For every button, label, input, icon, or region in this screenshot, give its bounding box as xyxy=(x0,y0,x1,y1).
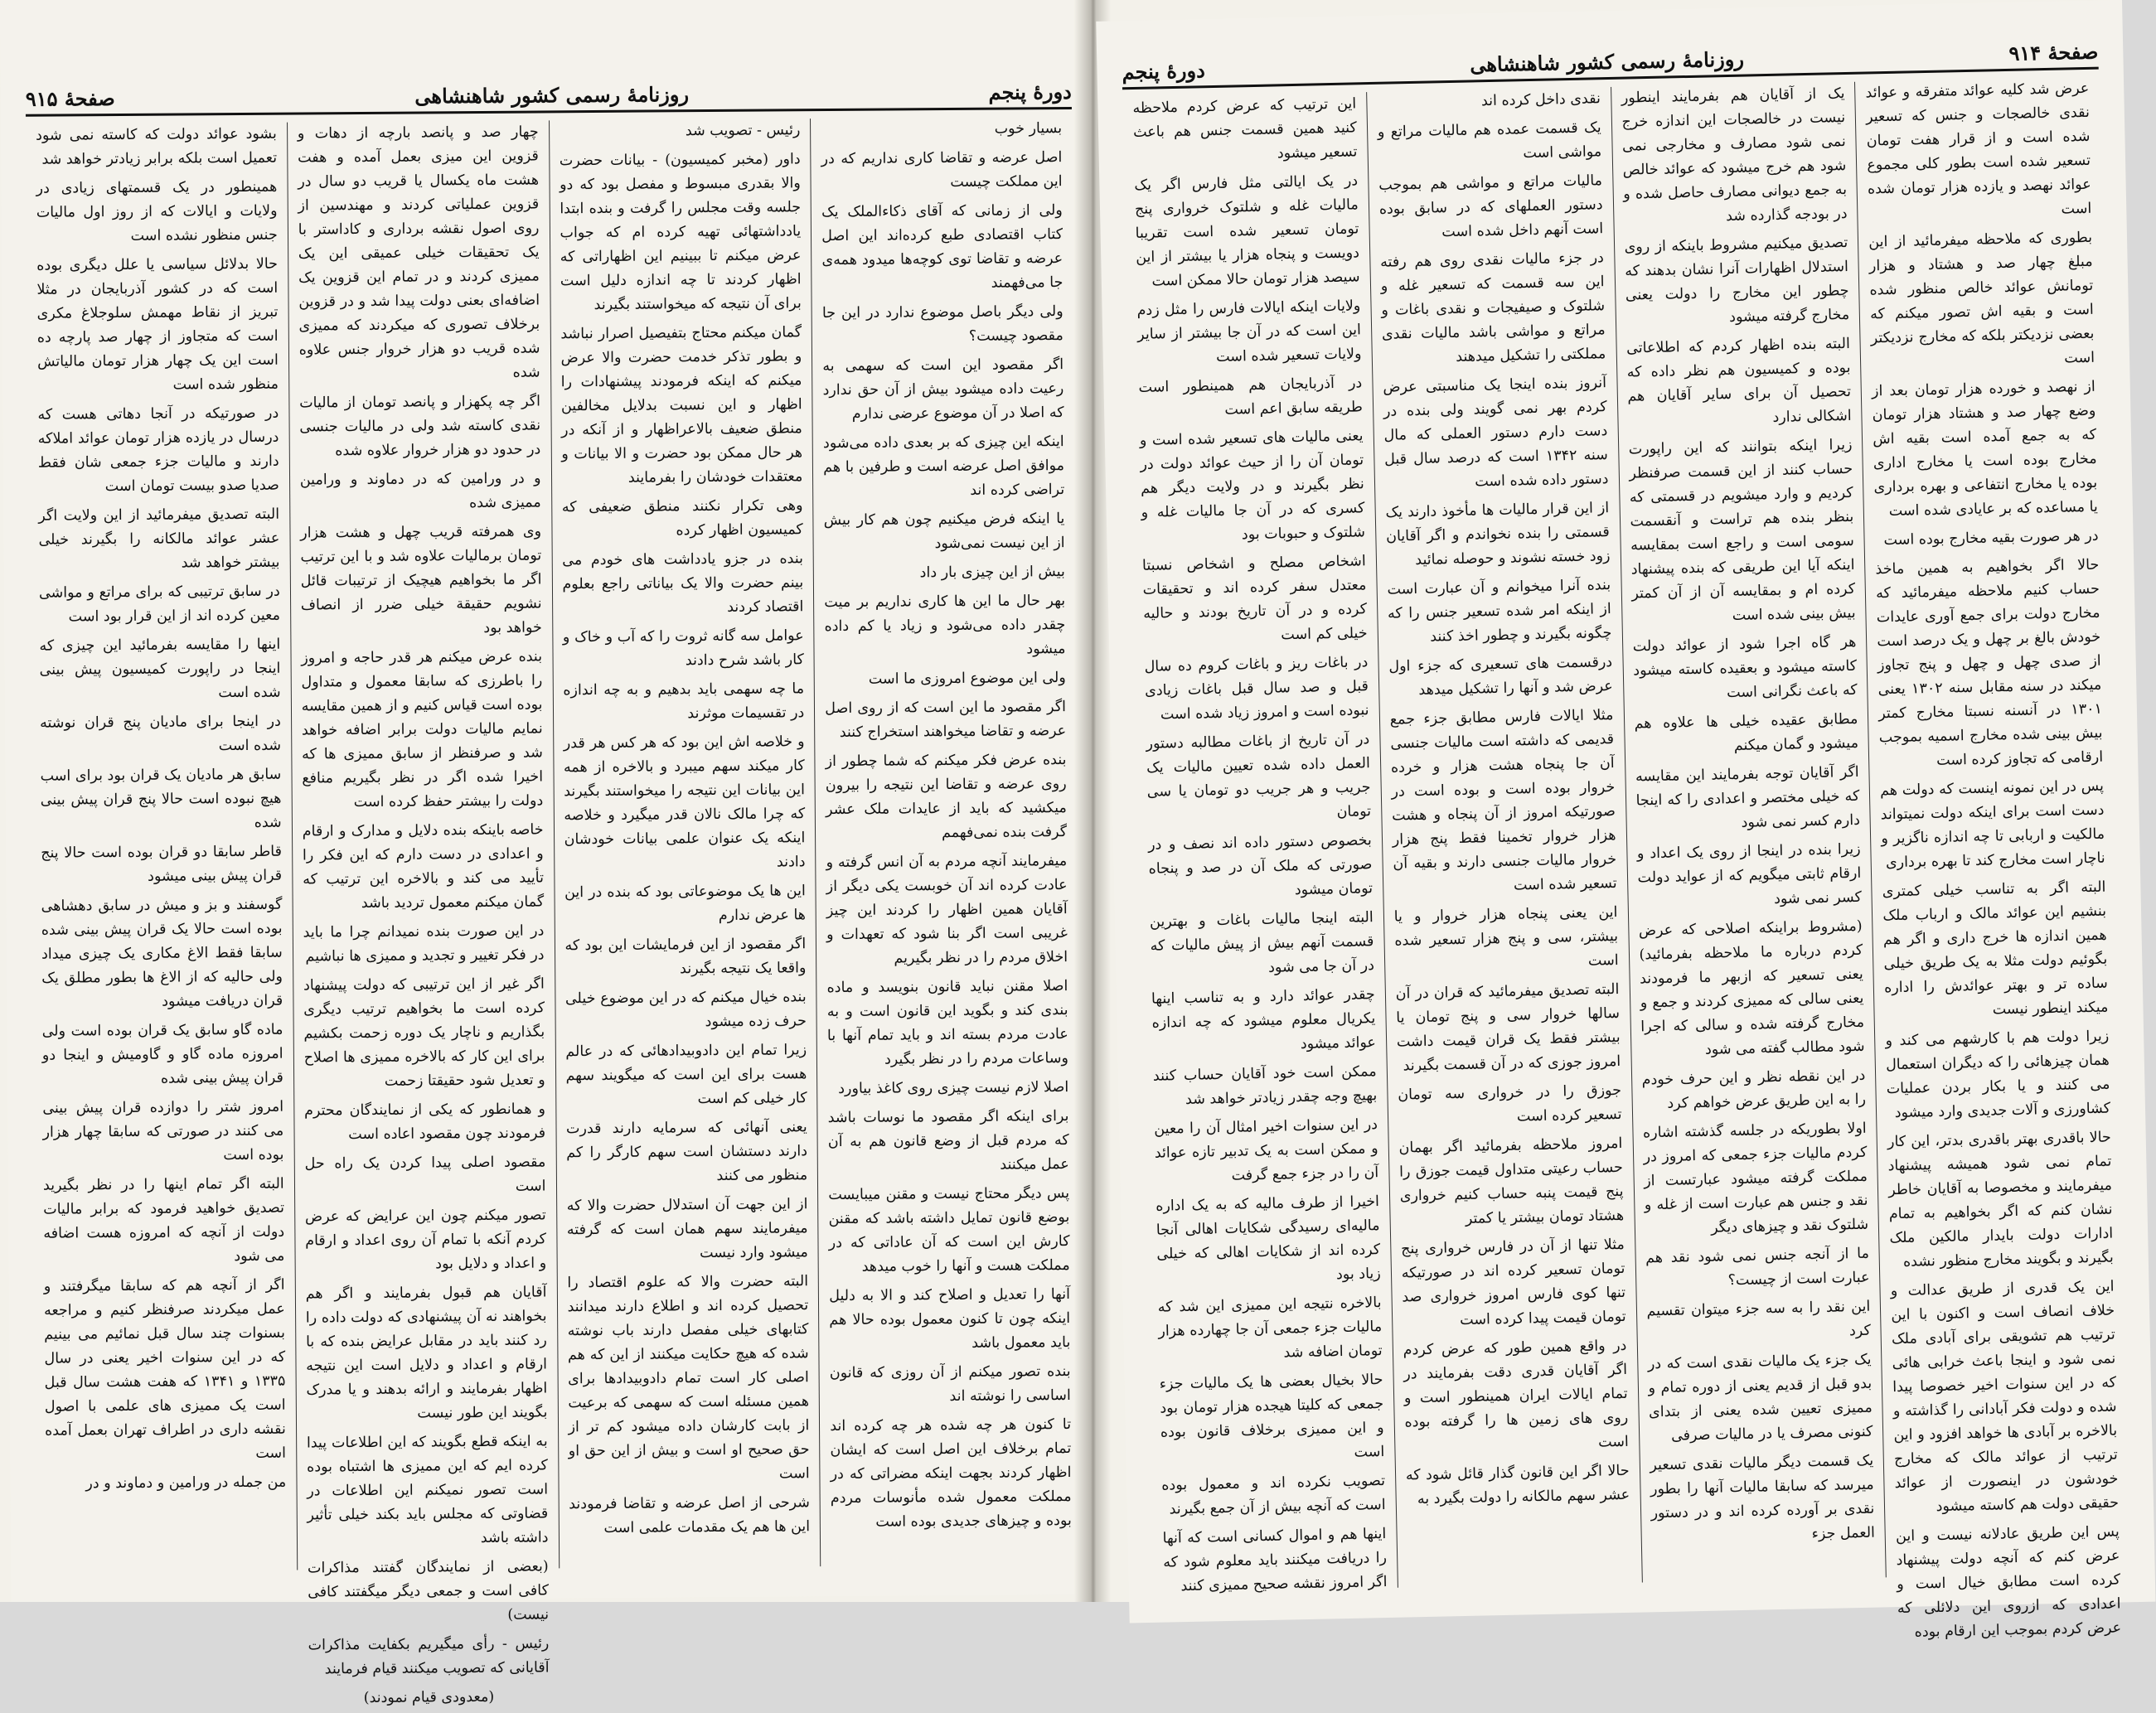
paragraph: اینکه این چیزی که بر بعدی داده می‌شود موافق اصل عرضه است و طرفین با هم تراضی کرده اند xyxy=(822,433,1065,499)
paragraph: این یعنی پنجاه هزار خروار و یا بیشتر، سی و پنج هزار تسعیر شده است xyxy=(1393,903,1619,970)
paragraph: و همانطور که یکی از نمایندگان محترم فرمودند چون مقصود اعاده است xyxy=(304,1101,546,1144)
paragraph: رئیس - تصویب شد xyxy=(685,122,801,140)
paragraph: جوزق را در خرواری سه تومان تسعیر کرده است xyxy=(1398,1082,1622,1125)
paragraph: امروز شتر را دوازده قران پیش بینی می کنند در صورتی که سابقا چهار هزار بوده است xyxy=(42,1098,284,1164)
paragraph: عوامل سه گانه ثروت را که آب و خاک و کار باشد شرح دادند xyxy=(562,627,804,670)
paragraph: اصل عرضه و تقاضا کاری نداریم که در این مملکت چیست xyxy=(821,149,1063,191)
paragraph: عرض شد کلیه عوائد متفرقه و عوائد نقدی خالصجات و جنس که تسعیر شده است و از قرار هفت تومان تسعیر شده است بطور کلی مجموع عوائد نهصد و یازده هزار تومان شده است xyxy=(1865,80,2092,218)
paragraph: مطابق عقیده خیلی ها علاوه هم میشود و گمان میکنم xyxy=(1634,710,1859,754)
paragraph: حالا بخیال بعضی ها یک مالیات جزء جمعی که کلیتا هیجده هزار تومان بود و این ممیزی برخلاف قانون بوده است xyxy=(1159,1372,1385,1461)
paragraph: البته تصدیق میفرمائید از این ولایت اگر عشر عوائد مالکانه را بگیرند خیلی بیشتر خواهد شد xyxy=(38,506,280,572)
paragraph: از این جهت آن استدلال حضرت والا که میفرمایند سهم همان است که گرفته میشود وارد نیست xyxy=(566,1196,808,1262)
paragraph: سابق هر مادیان یک قران بود برای اسب هیچ نبوده است حالا پنج قران پیش بینی شده xyxy=(40,766,282,831)
paragraph: اگر آقایان توجه بفرمایند این مقایسه که خیلی مختصر و اعدادی را که اینجا دارم کسر نمی شود xyxy=(1635,763,1861,831)
paragraph: ما از آنجه جنس نمی شود نقد هم عبارت است از چیست؟ xyxy=(1645,1245,1870,1290)
paragraph: بنده آنرا میخوانم و آن عبارت است از اینکه امر شده تسعیر جنس را که چگونه بگیرند و چطور اخذ کنند xyxy=(1387,577,1612,646)
paragraph: این ها یک موضوعاتی بود که بنده در این ها عرض ندارم xyxy=(564,883,807,924)
paragraph: بیش از این چیزی بار داد xyxy=(919,564,1065,582)
text-column xyxy=(1122,92,1397,1593)
paragraph: البته بنده اظهار کردم که اطلاعاتی بوده و کمیسیون هم نظر داده که تحصیل آن برای سایر آقایان هم اشکالی ندارد xyxy=(1625,335,1852,426)
paragraph: گمان میکنم محتاج بتفیصیل اصرار نباشد و بطور تذکر خدمت حضرت والا عرض میکنم که اینکه فرمودند پیشنهادات را اظهار و این نسبت بدلایل مخالفین منطق ضعیف بالاعراظهار و از آنکه در هر حال ممکن بود حضرت و الا بیانات و معتقدات خودشان را بفرمایند xyxy=(560,324,803,486)
paragraph: میفرمایند آنچه مردم به آن انس گرفته و عادت کرده اند آن خوبست یکی دیگر از آقایان همین اظهار را کردند این چیز غریبی است اگر بنا شود که تعهدات و اخلاق مردم را در نظر بگیریم xyxy=(826,853,1068,967)
paragraph: تصویب نکرده اند و معمول بوده است که آنچه بیش از آن جمع بگیرند xyxy=(1161,1473,1386,1518)
paragraph: اگر مقصود ما این است که از روی اصل عرضه و تقاضا میخواهند استخراج کنند xyxy=(825,699,1067,741)
paragraph: پس دیگر محتاج نیست و مقنن میبایست بوضع قانون تمایل داشته باشد که مقنن کارش این است که آن عاداتی که در مملکت هست و آنها را خوب میدهد xyxy=(828,1185,1070,1275)
paragraph: بالاخره نتیجه این ممیزی این شد که مالیات جزء جمعی آن جا چهارده هزار تومان اضافه شد xyxy=(1157,1294,1383,1362)
right-page xyxy=(1096,0,2155,1641)
paragraph: مالیات مراتع و مواشی هم بموجب دستور العملهای که در سابق بوده است آنهم داخل شده است xyxy=(1378,172,1604,241)
paragraph: یک قسمت دیگر مالیات نقدی تسعیر میرسد که سابقا مالیات آنها را بطور نقدی بر آورده کرده اند و در دستور العمل جزء xyxy=(1650,1452,1876,1543)
paragraph: آقایان هم قبول بفرمایند و اگر هم بخواهند نه آن پیشنهادی که دولت داده را رد کنند باید در مقابل عرایض بنده که با ارقام و اعداد و دلایل است این نتیجه اظهار بفرمایند و ارائه بدهند و یا مدرک بگویند این طور نیست xyxy=(305,1284,548,1422)
left-page-header xyxy=(26,70,1072,117)
paragraph: اینها هم و اموال کسانی است که آنها را دریافت میکنند باید معلوم شود که اگر امروز نقشه صحیح ممیزی کنند xyxy=(1162,1525,1388,1595)
session-note: (معدودی قیام نمودند) xyxy=(363,1688,495,1706)
paragraph: درقسمت های تسعیری که جزء اول عرض شد و آنها را تشکیل میدهد xyxy=(1388,654,1613,699)
right-header-page-number: صفحهٔ ۹۱۴ xyxy=(2008,39,2099,65)
paragraph: بنده تصور میکنم از آن روزی که قانون اساسی را نوشته اند xyxy=(829,1363,1071,1406)
paragraph: در باغات ریز و باغات کروم ده سال قبل و صد سال قبل باغات زیادی نبوده است و امروز زیاد شده است xyxy=(1144,654,1369,723)
paragraph: وهی تکرار نکنند منطق ضعیفی که کمیسیون اظهار کرده xyxy=(561,497,803,540)
paragraph: بخصوص دستور داده اند نصف و در صورتی که ملک آن در صد و پنجاه تومان میشود xyxy=(1147,832,1374,899)
paragraph: یعنی آنهائی که سرمایه دارند قدرت دارند دستشان است سهم کارگر را کم منظور می کنند xyxy=(565,1119,808,1184)
paragraph: در واقع همین طور که عرض کردم اگر آقایان قدری دقت بفرمایند در تمام ایالات ایران همینطور است و روی های زمین ها را گرفته بوده است xyxy=(1403,1337,1630,1451)
left-header-title: روزنامهٔ رسمی کشور شاهنشاهی xyxy=(414,82,690,109)
text-column xyxy=(549,119,821,1568)
paragraph: بنده در جزو یادداشت های خودم می بینم حضرت والا یک بیاناتی راجع بعلوم اقتصاد کردند xyxy=(562,550,804,616)
paragraph: در آذربایجان هم همینطور است طریقه سابق اعم است xyxy=(1138,375,1364,419)
paragraph: اگر چه پکهزار و پانصد تومان از مالیات نقدی کاسته شد ولی در مالیات جنسی در حدود دو هزار خروار علاوه شده xyxy=(299,393,541,460)
paragraph: بشود عوائد دولت که کاسته نمی شود تعمیل است بلکه برابر زیادتر خواهد شد xyxy=(36,125,278,168)
paragraph: اگر مقصود از این فرمایشات این بود که واقعا یک نتیجه بگیرند xyxy=(564,936,807,978)
left-header-page-number: صفحهٔ ۹۱۵ xyxy=(25,86,115,111)
text-column xyxy=(1611,82,1886,1583)
paragraph: اگر غیر از این ترتیبی که دولت پیشنهاد کرده است ما بخواهیم ترتیب دیگری بگذاریم و ناچار یک دوره زحمت بکشیم برای این کار که بالاخره ممیزی ها اصلاح و تعدیل شود حقیقتا زحمت xyxy=(303,975,545,1090)
paragraph: یعنی مالیات های تسعیر شده است و تومان آن را از حیث عوائد دولت در نظر بگیرند و در ولایت دیگر هم کسری که در آن جا مالیات غله و شلتوک و حبوبات بود xyxy=(1139,428,1366,544)
text-column xyxy=(1366,87,1641,1588)
paragraph: برای اینکه اگر مقصود ما نوسات باشد که مردم قبل از وضع قانون هم به آن عمل میکنند xyxy=(827,1108,1069,1173)
paragraph: اگر از آنچه هم که سابقا میگرفتند و عمل میکردند صرفنظر کنیم و مراجعه بسنوات چند سال قبل نمائیم می بینیم که در این سنوات اخیر یعنی در سال ۱۳۳۵ و ۱۳۴۱ که هفت هشت سال قبل است یک ممیزی های علمی با اصول نقشه داری در اطراف تهران بعمل آمده است xyxy=(43,1276,287,1462)
paragraph: ولی دیگر باصل موضوع ندارد در این جا مقصود چیست؟ xyxy=(821,303,1063,345)
paragraph: و خلاصه اش این بود که هر کس هر قدر کار میکند سهم میبرد و بالاخره از همه این بیانات این نتیجه را میخواستند بگیرند که چرا مالک نالان قدر میگیرد و خلاصه اینکه یک عنوان علمی بیانات خودشان دادند xyxy=(563,733,806,871)
paragraph: بسیار خوب xyxy=(994,120,1063,138)
paragraph: البته تصدیق میفرمائید که قران در آن سالها خروار سی و پنج تومان یا بیشتر فقط یک قران قیمت داشت امروز جوزی که در آن قسمت بگیرند xyxy=(1395,980,1621,1075)
paragraph: ممکن است خود آقایان حساب کنند بهیچ وجه چقدر زیادتر خواهد شد xyxy=(1152,1063,1378,1108)
paragraph: این ترتیب که عرض کردم ملاحظه کنید همین قسمت جنس هم باعث تسعیر میشود xyxy=(1132,95,1358,162)
paragraph: امروز ملاحظه بفرمائید اگر بهمان حساب رعیتی متداول قیمت جوزق را پنج قیمت پنبه حساب کنیم خرواری هشتاد تومان بیشتر یا کمتر xyxy=(1398,1135,1625,1227)
paragraph: زیرا دولت هم با کارشهم می کند و همان چیزهائی را که دیگران استعمال می کنند و یا بکار بردن عملیات کشاورزی و آلات جدیدی وارد میشود xyxy=(1885,1028,2111,1122)
paragraph: گوسفند و بز و میش در سابق دهشاهی بوده است حالا یک قران پیش بینی شده سابقا فقط الاغ مکاری یک چیزی میداد ولی حالیه که از الاغ ها بطور مطلق یک قران دریافت میشود xyxy=(41,896,283,1010)
paragraph: ولی این موضوع امروزی ما است xyxy=(868,670,1066,688)
right-header-title: روزنامهٔ رسمی کشور شاهنشاهی xyxy=(1469,46,1745,77)
paragraph: اگر مقصود این است که سهمی به رعیت داده میشود بیش از آن حق ندارد که اصلا در آن موضوع عرضی ندارم xyxy=(822,356,1064,423)
paragraph: تصور میکنم چون این عرایض که عرض کردم آنکه با تمام آن روی اعداد و ارقام و اعداد و دلایل بود xyxy=(304,1207,547,1273)
left-page-columns xyxy=(26,117,1082,1706)
paragraph: خاصه باینکه بنده دلایل و مدارک و ارقام و اعدادی در دست دارم که این فکر را تأیید می کند و بالاخره این ترتیب که گمان میکنم معمول تردید باشد xyxy=(302,821,545,912)
paragraph: پس در این نمونه اینست که دولت هم دست است برای اینکه دولت نمیتواند مالکیت و اربابی تا چه اندازه ناگزیر و ناچار است مخارج کند تا بهره برداری xyxy=(1879,777,2105,872)
paragraph: وی همرفته قریب چهل و هشت هزار تومان برمالیات علاوه شد و با این ترتیب اگر ما بخواهیم هیچیک از ترتیبات قائل نشویم حقیقة خیلی ضرر از انصاف خواهد بود xyxy=(300,523,542,636)
paragraph: اصلا لازم نیست چیزی روی کاغذ بیاورد xyxy=(838,1079,1069,1097)
paragraph: البته اینجا مالیات باغات و بهترین قسمت آنهم بیش از پیش مالیات که در آن جا می شود xyxy=(1149,909,1375,976)
paragraph: البته حضرت والا که علوم اقتصاد را تحصیل کرده اند و اطلاع دارند میدانند کتابهای خیلی مفصل دارند باب نوشته شده که هیچ حکایت میکنند از این که هم اصلی کار است تمام دادوبیدادها برای همین مسئله است که سهمی که برعیت از بابت کارشان داده میشود کم تر از حق صحیح او است و بیش از این حق او است xyxy=(567,1273,810,1483)
paragraph: مثلا ایالات فارس مطابق جزء جمع قدیمی که داشته است مالیات جنسی آن جا پنجاه هشت هزار و خرده خروار بوده است و بوده است در صورتیکه امروز از آن پنجاه و هشت هزار خروار تخمینا فقط پنج هزار خروار مالیات جنسی دارند و بقیه آن تسعیر شده است xyxy=(1389,707,1617,894)
paragraph: ما چه سهمی باید بدهیم و به چه اندازه در تقسیمات موثرند xyxy=(563,680,805,723)
paragraph: ولی از زمانی که آقای ذکاءالملک یک کتاب اقتصادی طبع کرده‌اند این اصل عرضه و تقاضا توی کوچه‌ها میدود همه‌ی جا می‌فهمند xyxy=(821,202,1063,292)
paragraph: و در ورامین که در دماوند و ورامین ممیزی شده xyxy=(299,470,541,512)
paragraph: زیرا بنده در اینجا از روی یک اعداد و ارقام ثابتی میگویم که از عواید دولت کسر نمی شود xyxy=(1636,840,1863,908)
paragraph: آنها را تعدیل و اصلاح کند و الا به دلیل اینکه چون تا کنون معمول بوده حالا هم باید معمول باشد xyxy=(829,1286,1071,1352)
text-column xyxy=(287,120,559,1706)
paragraph: مثلا تنها از آن در فارس خرواری پنج تومان تسعیر کرده اند در صورتیکه تنها کوی فارس امروز خرواری صد تومان قیمت پیدا کرده است xyxy=(1400,1236,1626,1329)
paragraph: بنده خیال میکنم که در این موضوع خیلی حرف زده میشود xyxy=(564,989,807,1031)
paragraph: البته اگر به تناسب خیلی کمتری بنشیم این عوائد مالک و ارباب ملک همین اندازه ها خرج داری و اگر هم بگوئیم دولت مثلا به یک طریق خیلی ساده تر و بهتر عوائدش را اداره میکند اینطور نیست xyxy=(1882,878,2109,1019)
paragraph: در جزء مالیات نقدی روی هم رفته این سه قسمت که تسعیر غله و شلتوک و صیفیجات و نقدی باغات و مراتع و مواشی باشد مالیات نقدی مملکتی را تشکیل میدهند xyxy=(1379,249,1606,365)
paragraph: اصلا مقنن نباید قانون بنویسد و ماده بندی کند و بگوید این قانون است و به عادت مردم بسته اند و باید تمام آنها با وساعات مردم را در نظر بگیرد xyxy=(826,978,1069,1068)
paragraph: در آن تاریخ از باغات مطالبه دستور العمل داده شده تعیین مالیات یک جریب و هر جریب دو تومان یا سی تومان xyxy=(1146,731,1372,821)
paragraph: من جمله در ورامین و دماوند و در xyxy=(85,1473,287,1493)
paragraph: از نهصد و خورده هزار تومان بعد از وضع چهار صد و هشتاد هزار تومان که به جمع آمده است بقیه اش مخارج بوده است یا مخارج اداری بوده یا مخارج انتفاعی و بهره برداری یا مساعده که بر عایادی شده است xyxy=(1871,378,2099,520)
paragraph: شرحی از اصل عرضه و تقاضا فرمودند این ها هم یک مقدمات علمی است xyxy=(569,1494,811,1536)
paragraph: بهر حال ما این ها کاری نداریم بر میت چقدر داده می‌شود و زیاد یا کم داده میشود xyxy=(824,593,1066,658)
paragraph: در این نقطه نظر و این حرف خودم را به این طریق عرض خواهم کرد xyxy=(1641,1067,1867,1112)
paragraph: حالا بدلائل سیاسی یا علل دیگری بوده است که در کشور آذربایجان در مثلا تبریز از نقاط مهمش سلوجلاغ مکری است که متجاوز از چهار صد پارچه ده است این یک چهار هزار تومان مالیاتش منظور شده است xyxy=(36,255,279,394)
paragraph: یک قسمت عمده هم مالیات مراتع و مواشی است xyxy=(1377,119,1602,162)
paragraph: چهار صد و پانصد بارچه از دهات و قزوین این میزی بعمل آمده و هفت هشت ماه یکسال یا قریب دو سال در قزوین عملیاتی کردند و مهندسین از روی اصول نقشه برداری و کاداستر با یک تحقیقات خیلی عمیقی این یک ممیزی کردند و در تمام این قزوین یک اضافه‌ای بعنی دولت پیدا شد و در قزوین برخلاف تصوری که میکردند که ممیزی شده قریب دو هزار خروار جنس علاوه شده xyxy=(297,123,540,381)
right-header-period: دورهٔ پنجم xyxy=(1122,58,1206,85)
text-column xyxy=(810,117,1082,1566)
paragraph: پس این طریق عادلانه نیست و این عرض کنم که آنچه دولت پیشنهاد کرده است مطابق خیال است و اعدادی که ازروی این دلائلی که عرض کردم بموجب این ارقام بوده xyxy=(1895,1523,2122,1641)
paragraph: حالا اگر این قانون گذار قائل شود که عشر سهم مالکانه را دولت بگیرد به xyxy=(1405,1462,1630,1508)
text-column xyxy=(1854,77,2129,1641)
paragraph: هر گاه اجرا شود از عوائد دولت کاسته میشود و بعقیده کاسته میشود که باعث نگرانی است xyxy=(1632,633,1858,702)
paragraph: به اینکه قطع بگویند که این اطلاعات پیدا کرده ایم که این ممیزی ها اشتباه بوده است تصور نمیکنم این اطلاعات در قضاوتی که مجلس باید بکند خیلی تأثیر داشته باشد xyxy=(306,1433,549,1546)
paragraph: در این سنوات اخیر امثال آن را معین و ممکن است به یک تدبیر تازه عوائد آن را در جزء جمع گرفت xyxy=(1154,1116,1379,1184)
paragraph: ماده گاو سابق یک قران بوده است ولی امروزه ماده گاو و گاومیش و اینجا دو قران پیش بینی شده xyxy=(41,1021,283,1087)
paragraph: ولایات اینکه ایالات فارس را مثل زدم این است که در آن جا بیشتر از سایر ولایات تسعیر شده است xyxy=(1136,298,1362,365)
paragraph: (بعضی از نمایندگان گفتند مذاکرات کافی است و جمعی دیگر میگفتند کافی نیست) xyxy=(307,1558,550,1623)
paragraph: در سابق ترتیبی که برای مراتع و مواشی معین کرده اند از این قرار بود است xyxy=(38,583,281,626)
paragraph: یا اینکه فرض میکنیم چون هم کار بیش از این نیست نمی‌شود xyxy=(823,511,1065,553)
paragraph: (مشروط براینکه اصلاحی که عرض کردم درباره ما ملاحظه بفرمائید) یعنی تسعیر که ازبهر ما فرمودند یعنی سالی که ممیزی کردند و جمع و مخارج گرفته شده و سالی که اجرا شود مطالب گفته می شود xyxy=(1638,917,1865,1058)
paragraph: رئیس - رأی میگیریم بکفایت مذاکرات آقایانی که تصویب میکنند قیام فرمایند xyxy=(308,1635,550,1678)
paragraph: بطوری که ملاحظه میفرمائید از این مبلغ چهار صد و هشتاد و هزار تومانش عوائد خالص منظور شده است و بقیه اش تصور میکنم که بعضی نزدیکتر بلکه که مخارج نزدیکتر است xyxy=(1868,229,2095,367)
paragraph: البته اگر تمام اینها را در نظر بگیرید تصدیق خواهید فرمود که برابر مالیات دولت از آنچه که امروزه هست اضافه می شود xyxy=(42,1175,285,1265)
paragraph: زیرا اینکه بتوانند که این راپورت حساب کنند از این قسمت صرفنظر کردیم و وارد میشویم در قسمتی که بنظر بنده هم تراست و آنقسمت سومی است و راجع است بمقایسه اینکه آیا این طریقی که بنده پیشنهاد کرده ام و بمقایسه آن از آن کمتر بیش بینی شده است xyxy=(1628,436,1856,625)
paragraph: اخیرا از طرف مالیه که به یک اداره مالیه‌ای رسیدگی شکایات اهالی آنجا کرده اند از شکایات اهالی که خیلی زیاد بود xyxy=(1156,1193,1381,1284)
left-header-period: دورهٔ پنجم xyxy=(988,79,1072,104)
paragraph: اینها را مقایسه بفرمائید این چیزی که اینجا در راپورت کمیسیون پیش بینی شده است xyxy=(39,636,281,702)
paragraph: یک از آقایان هم بفرمایند اینطور نیست در خالصجات این اندازه خرج نمی شود مصارف و مخارجی نمی شود هم خرج میشود که عوائد خالص به جمع دیوانی مصارف حاصل شده و در بودجه گذارده شد xyxy=(1621,85,1848,225)
paragraph: در این صورت بنده نمیدانم چرا ما باید در فکر تغییر و تجدید و ممیزی ها نباشیم xyxy=(303,922,545,965)
right-page-columns xyxy=(1122,77,2130,1641)
paragraph: اولا بطوریکه در جلسه گذشته اشاره کردم مالیات جزء جمعی که امروز در مملکت گرفته میشود عبارتست از نقد و جنس هم عبارت است از غله و شلتوک نقد و چیزهای دیگر xyxy=(1642,1120,1869,1236)
paragraph: این یک قدری از طریق عدالت و خلاف انصاف است و اکنون با این ترتیب هم تشویقی برای آبادی ملک نمی شود و اینجا باعث خرابی هائی که در این سنوات اخیر خصوصا پیدا شده و دولت فکر آبادانی را گذاشته و بالاخره بر آبادی ها خواهد افزود و این ترتیب از عوائد مالک که مخارج خودشون در اینصورت از عوائد حقیقی دولت هم کاسته میشود xyxy=(1890,1278,2120,1516)
paragraph: در هر صورت بقیه مخارج بوده است xyxy=(1883,527,2099,549)
paragraph: بنده عرض فکر میکنم که شما چطور از روی عرضه و تقاضا این نتیجه را بیرون میکشید که باید از عایدات ملک عشر گرفت بنده نمی‌فهمم xyxy=(825,752,1068,842)
paragraph: حالا اگر بخواهیم به همین ماخذ حساب کنیم ملاحظه میفرمائید که مخارج دولت برای جمع آوری عایدات خودش بالغ بر چهل و یک درصد است از صدی چهل و چهل و پنج تجاوز میکند در سنه مقابل سنه ۱۳۰۲ یعنی ۱۳۰۱ در آنسنه نسبتا مخارج کمتر بیش بینی شده مخارج اسمیه بموجب ارقامی که تجاوز کرده است xyxy=(1875,556,2104,769)
paragraph: تا کنون هر چه شده هر چه کرده اند تمام برخلاف این اصل است که ایشان اظهار کردند بجهت اینکه مضراتی که در مملکت معمول شده مأنوسات مردم بوده و چیزهای جدیدی بوده است xyxy=(830,1416,1072,1531)
paragraph: اشخاص مصلح و اشخاص نسبتا معتدل سفر کرده اند و تحقیقات کرده و در آن تاریخ بودند و حالیه خیلی کم است xyxy=(1141,553,1368,644)
paragraph: از این قرار مالیات ها مأخوذ دارند یک قسمتی را بنده نخواندم و اگر آقایان زود خسته نشوند و حوصله نمائید xyxy=(1385,500,1611,569)
paragraph: قاطر سابقا دو قران بوده است حالا پنج قران پیش بینی میشود xyxy=(41,843,283,885)
text-column xyxy=(26,123,297,1572)
paragraph: نقدی داخل کرده اند xyxy=(1480,90,1601,110)
paragraph: حالا باقدری بهتر باقدری بدتر، این کار تمام نمی شود همیشه پیشنهاد میفرمایند و مخصوصا به آقایان خاطر نشان کنم که اگر بخواهیم به تمام ادارات دولت بایدار مالکین ملک بگیرند و بگویند مخارج منظور نشده xyxy=(1887,1129,2114,1270)
paragraph: بنده عرض میکنم هر قدر حاجه و امروز را باطرزی که سابقا معمول و متداول بوده است قیاس کنیم و از همین مقایسه نمایم مالیات دولت برابر اضافه خواهد شد و صرفنظر از سابق ممیزی ها که اخیرا شده اگر در نظر بگیریم منافع دولت را بیشتر حفظ کرده است xyxy=(301,648,544,811)
paragraph: همینطور در یک قسمتهای زیادی در ولایات و ایالات که از روز اول مالیات جنس منظور نشده است xyxy=(36,178,278,244)
paragraph: تصدیق میکنیم مشروط باینکه از روی استدلال اظهارات آنرا نشان بدهند که چطور این مخارج را دولت یعنی مخارج گرفته میشود xyxy=(1624,234,1850,327)
paragraph: آنروز بنده اینجا یک مناسبتی عرض کردم بهر نمی گویند ولی بنده در دست دارم دستور العملی که مال سنه ۱۳۴۲ است که درصد سال قبل دستور داده شده است xyxy=(1383,375,1609,491)
paragraph: مقصود اصلی پیدا کردن یک راه حل است xyxy=(304,1154,546,1195)
paragraph: در اینجا برای مادیان پنج قران نوشته شده است xyxy=(40,713,282,755)
paragraph: در یک ایالتی مثل فارس اگر یک مالیات غله و شلتوک خرواری پنج تومان تسعیر شده است تقریبا دویست و پنجاه هزار یا بیشتر از این سیصد هزار تومان حالا ممکن است xyxy=(1134,172,1360,290)
paragraph: داور (مخبر کمیسیون) - بیانات حضرت والا بقدری مبسوط و مفصل بود که دو جلسه وقت مجلس را گرفت و بنده ابتدا یادداشتهائی تهیه کرده ام که جواب عرض میکنم تا ببینیم این اظهاراتی که اظهار کردند تا چه اندازه دلیل است برای آن نتیجه که میخواستند بگیرند xyxy=(559,151,802,314)
paragraph: چقدر عوائد دارد و به تناسب اینها یکریال معلوم میشود که چه اندازه عوائد میشود xyxy=(1151,986,1377,1053)
paragraph: این نقد را به سه جزء میتوان تقسیم کرد xyxy=(1646,1298,1872,1340)
paragraph: در صورتیکه در آنجا دهاتی هست که درسال در یازده هزار تومان عوائد املاکه دارند و مالیات جزء جمعی شان فقط صدیا صدو بیست تومان است xyxy=(37,404,279,496)
paragraph: زیرا تمام این دادوبیدادهائی که در عالم هست برای این است که میگویند سهم کار خیلی کم است xyxy=(565,1042,807,1108)
paragraph: یک جزء یک مالیات نقدی است که در بدو قبل از قدیم یعنی از دوره تمام و ممیزی تعیین شده یعنی از بتدای کنونی مصرف یا در مالیات صرفی xyxy=(1647,1351,1873,1444)
